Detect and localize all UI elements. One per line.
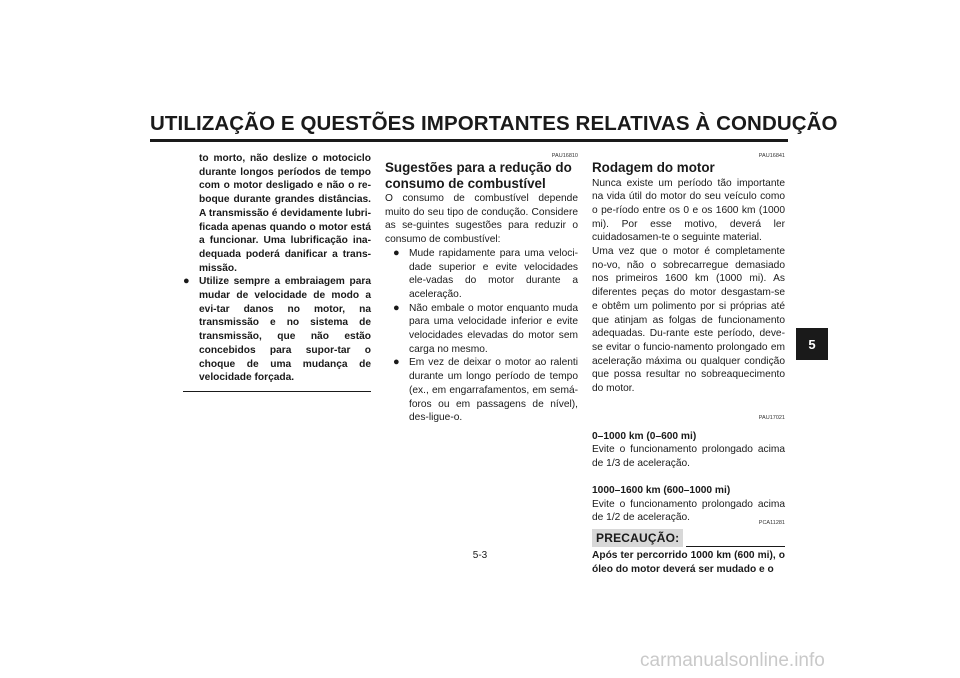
paragraph: Nunca existe um período tão importante na vida útil do motor do seu veículo como o pe-ríodo entre os 0 e os 1600 km (1000 mi). Por esse motivo, deverá ler cuidadosamen-te o seguinte material.	[592, 177, 785, 244]
section-code: PAU16810	[551, 153, 578, 159]
bullet-dot-icon: ●	[183, 275, 190, 288]
bullet-dot-icon: ●	[393, 356, 400, 369]
range-text: Evite o funcionamento prolongado acima de 1/3 de aceleração.	[592, 444, 785, 470]
bullet-text: Mude rapidamente para uma veloci-dade superior e evite velocidades ele-vadas do motor durante a aceleração.	[409, 247, 578, 300]
bullet-text: Não embale o motor enquanto muda para uma velocidade inferior e evite velocidades elevadas do motor sem carga no mesmo.	[409, 302, 578, 355]
column-right	[592, 152, 785, 576]
paragraph: Uma vez que o motor é completamente no-vo, não o sobrecarregue demasiado nos primeiros 1600 km (1000 mi). As diferentes peças do motor desgastam-se e obtêm um polimento por si próprias até que atinjam as folgas de funcionamento adequadas. Du-rante este período, deve-se evitar o funcio-namento prolongado em aceleração máxima ou qualquer condição que possa resultar no sobreaquecimento do motor.	[592, 246, 785, 395]
section-intro: O consumo de combustível depende muito do seu tipo de condução. Considere as se-guintes sugestões para reduzir o consumo de combustível:	[385, 193, 578, 246]
title-rule	[150, 139, 788, 142]
chapter-tab[interactable]: 5	[796, 328, 828, 360]
warning-continuation: to morto, não deslize o motociclo durante longos períodos de tempo com o motor desligado e não o re-boque durante grandes distâncias. A transmissão é devidamente lubri-ficada apenas quando o motor está a funcionar. Uma lubrificação ina-dequada poderá danificar a trans-missão.	[199, 153, 371, 274]
range-text: Evite o funcionamento prolongado acima de 1/2 de aceleração.	[592, 498, 785, 524]
bullet-dot-icon: ●	[393, 301, 400, 314]
page-title: UTILIZAÇÃO E QUESTÕES IMPORTANTES RELATIVAS À CONDUÇÃO	[150, 112, 838, 135]
bullet-item	[385, 302, 578, 357]
section-code: PAU17021	[758, 414, 785, 421]
bullet-item	[183, 275, 371, 385]
watermark: carmanualsonline.info	[640, 650, 825, 671]
caution-text: Após ter percorrido 1000 km (600 mi), o óleo do motor deverá ser mudado e o	[592, 549, 785, 575]
caution-header	[592, 529, 785, 547]
caution-rule	[686, 546, 785, 547]
section-code: PCA11281	[758, 519, 785, 526]
section-heading: Sugestões para a redução do consumo de combustível	[385, 160, 572, 191]
bullet-dot-icon: ●	[393, 246, 400, 259]
column-middle	[385, 152, 578, 425]
bullet-item	[385, 247, 578, 302]
range-title: 1000–1600 km (600–1000 mi)	[592, 484, 731, 496]
page-number: 5-3	[472, 550, 488, 561]
column-left	[183, 152, 371, 392]
section-code: PAU16841	[758, 153, 785, 159]
caution-label: PRECAUÇÃO:	[592, 529, 683, 547]
bullet-text: Utilize sempre a embraiagem para mudar de velocidade de modo a evi-tar danos no motor, na transmissão e no sistema de transmissão, que não estão concebidos para supor-tar o choque de uma mudança de velocidade forçada.	[199, 276, 371, 384]
bullet-text: Em vez de deixar o motor ao ralenti durante um longo período de tempo (ex., em engarrafamentos, em semá-foros ou em passagens de nível), des-ligue-o.	[409, 357, 578, 424]
bullet-item	[385, 356, 578, 425]
section-end-rule	[183, 391, 371, 392]
range-title: 0–1000 km (0–600 mi)	[592, 430, 697, 442]
section-heading: Rodagem do motor	[592, 160, 715, 175]
